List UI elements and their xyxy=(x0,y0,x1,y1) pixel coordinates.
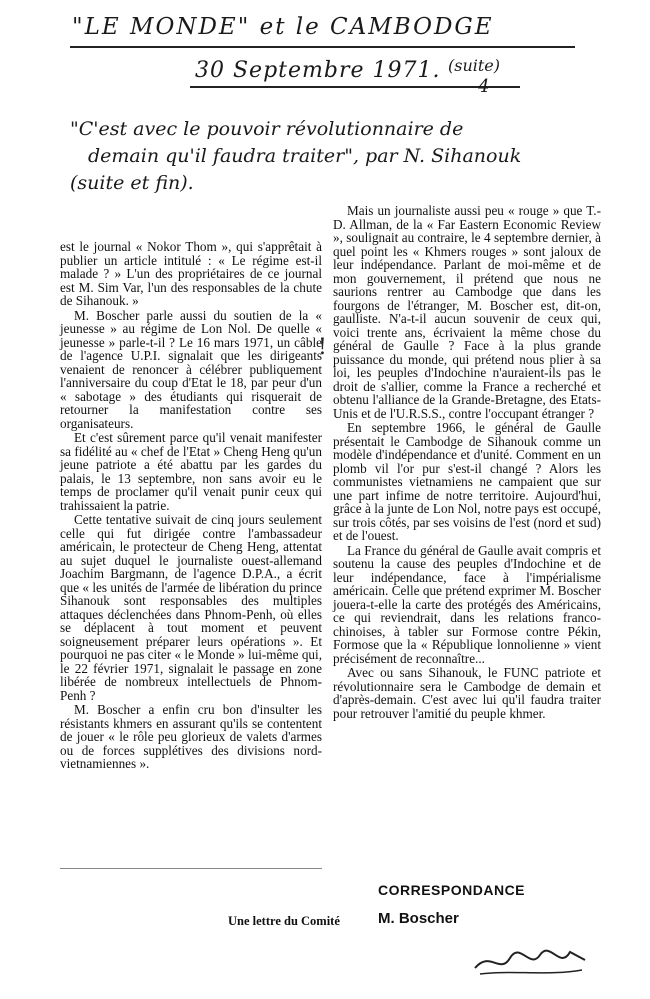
date-underline xyxy=(190,86,520,88)
paragraph: Et c'est sûrement parce qu'il venait manifester sa fidélité au « chef de l'Etat » Cheng Heng qu'un jeune patriote a été abattu par les gardes du palais, le 13 septembre, non sans avoir eu le temps de proclamer qu'il venait punir ceux qui trahissaient la patrie. xyxy=(60,430,322,513)
left-text-column xyxy=(60,240,322,771)
right-text-column xyxy=(333,204,601,720)
paragraph: M. Boscher a enfin cru bon d'insulter les résistants khmers en assurant qu'ils se contentent de jouer « le rôle peu glorieux de valets d'armes ou de forces supplétives des divisions nord-vietnamiennes ». xyxy=(60,702,322,771)
margin-exclamation-mark: ! xyxy=(318,335,327,360)
signature-name: M. Boscher xyxy=(378,910,459,927)
paragraph: En septembre 1966, le général de Gaulle présentait le Cambodge de Sihanouk comme un modèle d'indépendance et d'unité. Comment en un plomb vil l'or pur s'est-il changé ? Alors les communistes vietnamiens ne campaient que sur une part infime de notre territoire. Aujourd'hui, grâce à la junte de Lon Nol, notre pays est occupé, sur trois côtés, par ses voisins de l'est (nord et sud) et de l'ouest. xyxy=(333,420,601,543)
paragraph: est le journal « Nokor Thom », qui s'apprêtait à publier un article intitulé : « Le régime est-il malade ? » L'un des propriétaires de ce journal est M. Sim Var, l'un des responsables de la chute de Sihanouk. » xyxy=(60,239,322,308)
title-underline xyxy=(70,46,575,48)
handwritten-scribble xyxy=(470,940,590,980)
handwritten-quote-line-2: demain qu'il faudra traiter", par N. Sihanouk xyxy=(88,145,522,167)
paragraph: Cette tentative suivait de cinq jours seulement celle qui fut dirigée contre l'ambassadeur américain, le protecteur de Cheng Heng, attentat au sujet duquel le journaliste ouest-allemand Joachim Bargmann, de l'agence D.P.A., a écrit que « les unités de l'armée de libération du prince Sihanouk sont responsables des multiples attaques déclenchées dans Phnom-Penh, où elles se déplacent à tout moment et peuvent soigneusement préparer leurs opérations ». Et pourquoi ne pas citer « le Monde » lui-même qui, le 22 février 1971, signalait le passage en zone libérée de nombreux intellectuels de Phnom-Penh ? xyxy=(60,512,322,703)
handwritten-quote-line-1: "C'est avec le pouvoir révolutionnaire de xyxy=(70,118,464,140)
paragraph: M. Boscher parle aussi du soutien de la « jeunesse » au régime de Lon Nol. De quelle « jeunesse » parle-t-il ? Le 16 mars 1971, un câble de l'agence U.P.I. signalait que les dirigeants venaient de renoncer à célébrer publiquement l'anniversaire du coup d'Etat le 18, par peur d'un « sabotage » des étudiants qui risquerait de retourner la manifestation contre ses organisateurs. xyxy=(60,307,322,431)
handwritten-title: "LE MONDE" et le CAMBODGE xyxy=(72,14,494,40)
handwritten-suite: (suite) xyxy=(448,56,501,75)
correspondance-heading: CORRESPONDANCE xyxy=(378,882,526,898)
handwritten-quote-line-3: (suite et fin). xyxy=(70,172,194,194)
handwritten-page-number: 4 xyxy=(478,76,490,97)
signature-label: Une lettre du Comité xyxy=(228,914,340,928)
paragraph: Mais un journaliste aussi peu « rouge » que T.-D. Allman, de la « Far Eastern Economic Review », soulignait au contraire, le 4 septembre dernier, à quel point les « Khmers rouges » sont jaloux de leur indépendance. Parlant de moi-même et de mon gouvernement, il prétend que nous ne saurions rentrer au Cambodge que dans les fourgons de l'étranger, M. Boscher est, dit-on, gaulliste. N'a-t-il aucun souvenir de ceux qui, voici trente ans, écrivaient la même chose du général de Gaulle ? Face à la plus grande puissance du monde, qui prétend nous plier à sa loi, les peuples d'Indochine n'auraient-ils pas le droit de s'allier, comme la France a recherché et obtenu l'alliance de la Grande-Bretagne, des Etats-Unis et de l'U.R.S.S., contre l'occupant étranger ? xyxy=(333,203,601,421)
column-separator xyxy=(60,868,322,869)
paragraph: La France du général de Gaulle avait compris et soutenu la cause des peuples d'Indochine et de leur indépendance, face à l'impérialisme américain. Celle que prétend exprimer M. Boscher jouera-t-elle la carte des protégés des Américains, ce qui reviendrait, dans les relations franco-chinoises, à tabler sur Formose contre Pékin, Formose que la « République lonnolienne » vient précisément de reconnaître... xyxy=(333,542,601,666)
handwritten-date: 30 Septembre 1971. xyxy=(195,58,441,83)
paragraph: Avec ou sans Sihanouk, le FUNC patriote et révolutionnaire sera le Cambodge de demain et d'après-demain. C'est avec lui qu'il faudra traiter pour retrouver l'amitié du peuple khmer. xyxy=(333,665,601,721)
